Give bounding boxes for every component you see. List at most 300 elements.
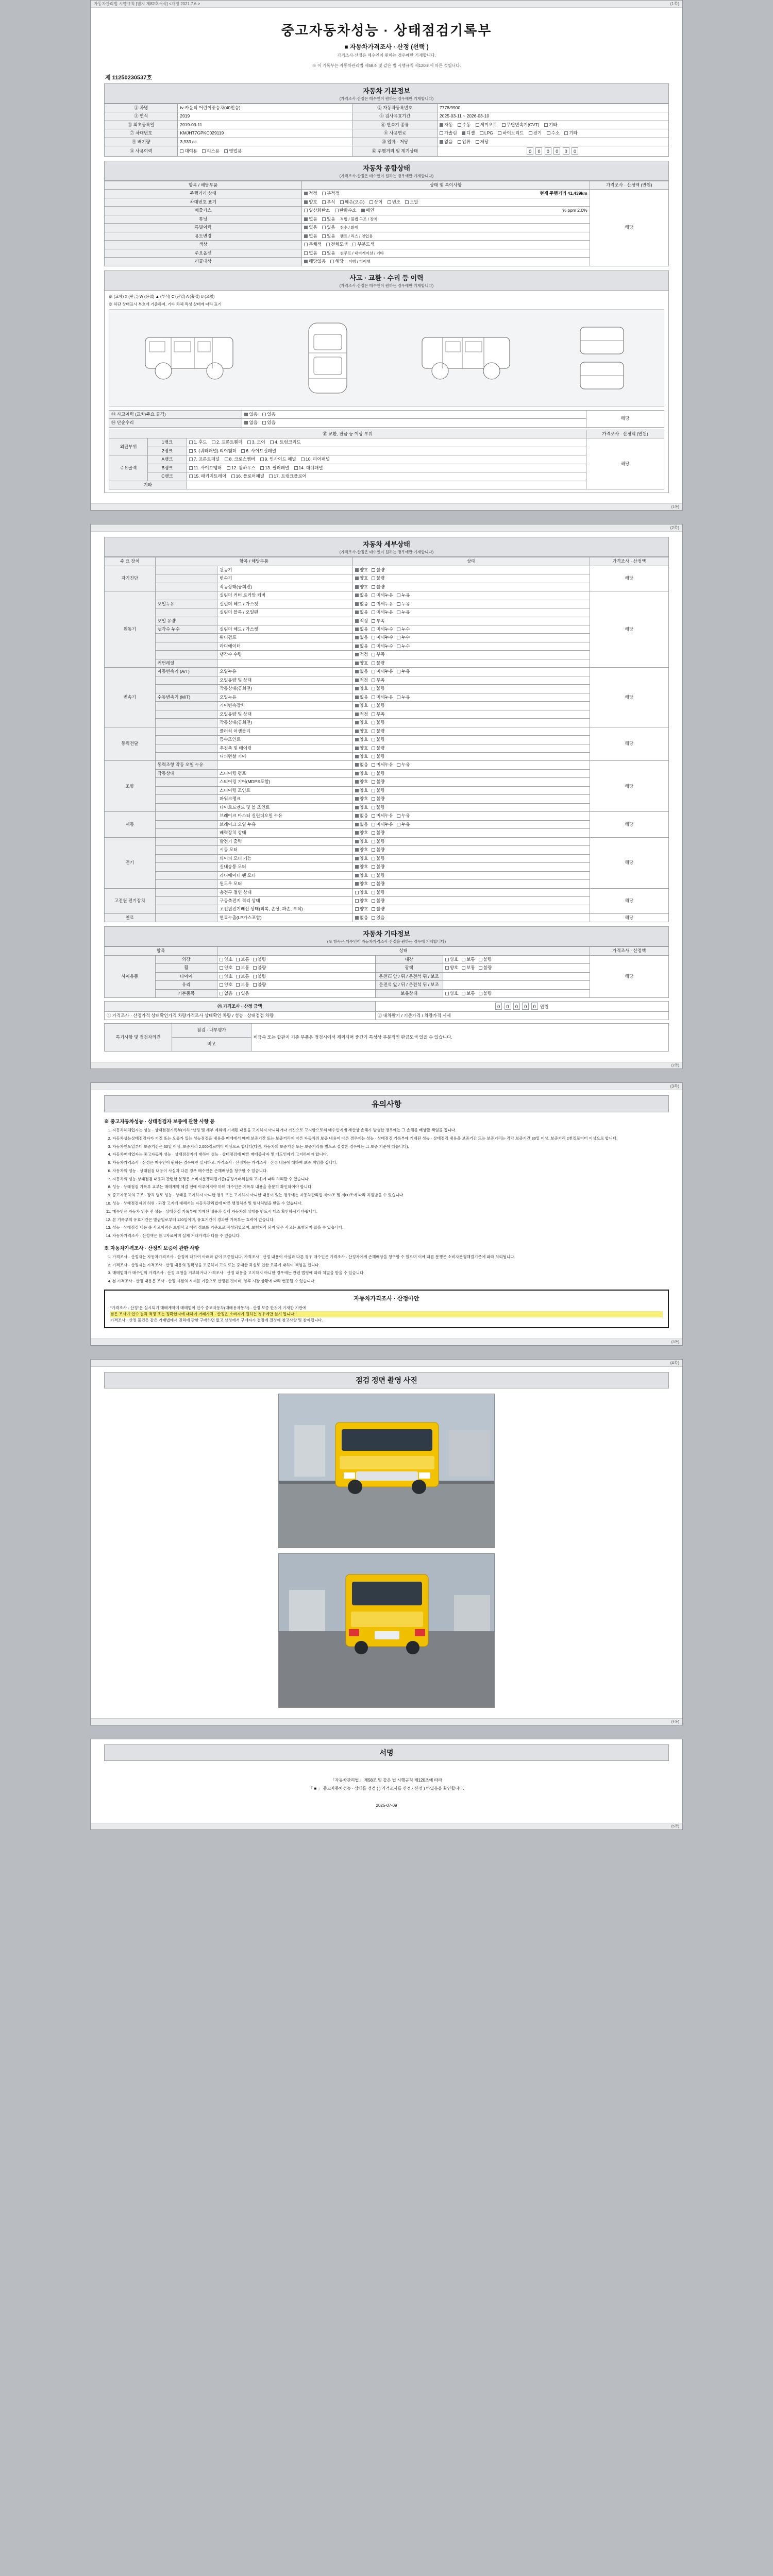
checkbox-icon[interactable] bbox=[355, 679, 359, 682]
checkbox-icon[interactable] bbox=[440, 123, 443, 127]
checkbox-icon[interactable] bbox=[355, 755, 359, 758]
state-option[interactable]: 부족 bbox=[372, 711, 384, 717]
checkbox-icon[interactable] bbox=[220, 975, 223, 978]
state-option[interactable]: 누유 bbox=[397, 762, 410, 768]
state-option[interactable]: 있음 bbox=[322, 225, 335, 230]
fuel-option[interactable]: 전기 bbox=[529, 130, 542, 136]
checkbox-icon[interactable] bbox=[458, 123, 461, 127]
state-option[interactable]: 양호 bbox=[220, 957, 232, 962]
checkbox-icon[interactable] bbox=[262, 413, 266, 416]
state-option[interactable]: 적정 bbox=[355, 711, 368, 717]
state-option[interactable]: 부식 bbox=[322, 199, 335, 205]
state-option[interactable]: 불량 bbox=[372, 754, 384, 759]
checkbox-icon[interactable] bbox=[355, 585, 359, 589]
checkbox-icon[interactable] bbox=[355, 602, 359, 606]
state-option[interactable]: 없음 bbox=[355, 635, 368, 640]
checkbox-icon[interactable] bbox=[462, 958, 465, 961]
state-option[interactable]: 부적정 bbox=[322, 191, 340, 196]
checkbox-icon[interactable] bbox=[372, 755, 375, 758]
state-option[interactable]: 부족 bbox=[372, 677, 384, 683]
checkbox-icon[interactable] bbox=[236, 966, 240, 970]
state-option[interactable]: 불량 bbox=[253, 965, 266, 971]
checkbox-icon[interactable] bbox=[262, 421, 266, 425]
checkbox-icon[interactable] bbox=[397, 670, 400, 673]
checkbox-icon[interactable] bbox=[372, 874, 375, 877]
part-option[interactable]: 5. (쿼터패널) 리어휀더 bbox=[189, 448, 237, 454]
checkbox-icon[interactable] bbox=[189, 457, 193, 461]
seizure-option[interactable]: 압류 bbox=[458, 139, 470, 145]
state-option[interactable]: 없음 bbox=[355, 643, 368, 649]
checkbox-icon[interactable] bbox=[304, 251, 308, 255]
checkbox-icon[interactable] bbox=[445, 958, 449, 961]
checkbox-icon[interactable] bbox=[372, 577, 375, 580]
checkbox-icon[interactable] bbox=[397, 611, 400, 614]
checkbox-icon[interactable] bbox=[231, 474, 235, 478]
checkbox-icon[interactable] bbox=[330, 260, 334, 263]
checkbox-icon[interactable] bbox=[304, 234, 308, 238]
state-option[interactable]: 양호 bbox=[355, 686, 368, 691]
checkbox-icon[interactable] bbox=[335, 209, 339, 212]
checkbox-icon[interactable] bbox=[372, 687, 375, 690]
checkbox-icon[interactable] bbox=[304, 200, 308, 204]
state-option[interactable]: 양호 bbox=[355, 745, 368, 751]
checkbox-icon[interactable] bbox=[355, 848, 359, 852]
checkbox-icon[interactable] bbox=[241, 449, 245, 453]
checkbox-icon[interactable] bbox=[369, 200, 373, 204]
fuel-option[interactable]: 하이브리드 bbox=[498, 130, 524, 136]
state-option[interactable]: 미세누수 bbox=[372, 643, 393, 649]
fuel-option[interactable]: 가솔린 bbox=[440, 130, 457, 136]
state-option[interactable]: 불량 bbox=[372, 796, 384, 802]
checkbox-icon[interactable] bbox=[355, 628, 359, 631]
checkbox-icon[interactable] bbox=[388, 200, 391, 204]
state-option[interactable]: 불량 bbox=[479, 965, 492, 971]
state-option[interactable]: 해당 bbox=[330, 259, 343, 264]
state-option[interactable]: 부족 bbox=[372, 652, 384, 657]
state-option[interactable]: 미세누수 bbox=[372, 635, 393, 640]
state-option[interactable]: 양호 bbox=[355, 771, 368, 776]
state-option[interactable]: 양호 bbox=[355, 754, 368, 759]
checkbox-icon[interactable] bbox=[355, 865, 359, 869]
checkbox-icon[interactable] bbox=[372, 789, 375, 792]
checkbox-icon[interactable] bbox=[202, 149, 206, 153]
photo-rear-view[interactable] bbox=[278, 1553, 495, 1708]
state-option[interactable]: 미세누유 bbox=[372, 669, 393, 674]
checkbox-icon[interactable] bbox=[253, 983, 257, 987]
checkbox-icon[interactable] bbox=[372, 763, 375, 767]
state-option[interactable]: 없음 bbox=[355, 762, 368, 768]
part-option[interactable]: 1. 후드 bbox=[189, 439, 207, 445]
photo-front-view[interactable] bbox=[278, 1394, 495, 1548]
usage-option[interactable]: 대여용 bbox=[180, 148, 197, 154]
checkbox-icon[interactable] bbox=[397, 823, 400, 826]
state-option[interactable]: 누유 bbox=[397, 813, 410, 819]
checkbox-icon[interactable] bbox=[244, 413, 248, 416]
state-option[interactable]: 양호 bbox=[220, 974, 232, 979]
checkbox-icon[interactable] bbox=[220, 983, 223, 987]
part-option[interactable]: 11. 사이드멤버 bbox=[189, 465, 222, 471]
checkbox-icon[interactable] bbox=[372, 806, 375, 809]
state-option[interactable]: 없음 bbox=[304, 216, 317, 222]
checkbox-icon[interactable] bbox=[372, 628, 375, 631]
checkbox-icon[interactable] bbox=[372, 645, 375, 648]
checkbox-icon[interactable] bbox=[372, 636, 375, 639]
state-option[interactable]: 양호 bbox=[355, 881, 368, 887]
checkbox-icon[interactable] bbox=[372, 696, 375, 699]
checkbox-icon[interactable] bbox=[355, 823, 359, 826]
state-option[interactable]: 불량 bbox=[479, 957, 492, 962]
state-option[interactable]: 양호 bbox=[355, 567, 368, 573]
state-option[interactable]: 불량 bbox=[372, 575, 384, 581]
checkbox-icon[interactable] bbox=[220, 992, 223, 995]
part-option[interactable]: 14. 대쉬패널 bbox=[294, 465, 323, 471]
state-option[interactable]: 양호 bbox=[355, 898, 368, 904]
state-option[interactable]: 누수 bbox=[397, 626, 410, 632]
state-option[interactable]: 누수 bbox=[397, 643, 410, 649]
state-option[interactable]: 양호 bbox=[355, 728, 368, 734]
checkbox-icon[interactable] bbox=[253, 975, 257, 978]
part-option[interactable]: 10. 리어패널 bbox=[301, 456, 330, 462]
fuel-option[interactable]: LPG bbox=[480, 130, 493, 136]
state-option[interactable]: 보통 bbox=[462, 957, 475, 962]
usage-option[interactable]: 리스용 bbox=[202, 148, 220, 154]
state-option[interactable]: 양호 bbox=[355, 839, 368, 844]
part-option[interactable]: 6. 사이드실패널 bbox=[241, 448, 276, 454]
checkbox-icon[interactable] bbox=[220, 966, 223, 970]
part-option[interactable]: 7. 프론트패널 bbox=[189, 456, 220, 462]
seizure-option[interactable]: 없음 bbox=[440, 139, 452, 145]
state-option[interactable]: 있음 bbox=[262, 420, 275, 426]
state-option[interactable]: 불량 bbox=[372, 788, 384, 793]
transmission-option[interactable]: 세미오토 bbox=[476, 122, 497, 128]
state-option[interactable]: 불량 bbox=[253, 957, 266, 962]
transmission-option[interactable]: 기타 bbox=[544, 122, 557, 128]
checkbox-icon[interactable] bbox=[372, 602, 375, 606]
checkbox-icon[interactable] bbox=[355, 687, 359, 690]
checkbox-icon[interactable] bbox=[220, 958, 223, 961]
state-option[interactable]: 있음 bbox=[322, 250, 335, 256]
checkbox-icon[interactable] bbox=[372, 907, 375, 911]
state-option[interactable]: 적정 bbox=[304, 191, 317, 196]
state-option[interactable]: 불량 bbox=[253, 974, 266, 979]
checkbox-icon[interactable] bbox=[253, 958, 257, 961]
checkbox-icon[interactable] bbox=[355, 645, 359, 648]
checkbox-icon[interactable] bbox=[372, 882, 375, 886]
checkbox-icon[interactable] bbox=[355, 704, 359, 707]
part-option[interactable]: 3. 도어 bbox=[247, 439, 265, 445]
checkbox-icon[interactable] bbox=[372, 653, 375, 656]
state-option[interactable]: 불량 bbox=[372, 873, 384, 878]
checkbox-icon[interactable] bbox=[440, 131, 443, 135]
state-option[interactable]: 보통 bbox=[462, 965, 475, 971]
fuel-option[interactable]: 디젤 bbox=[462, 130, 475, 136]
state-option[interactable]: 양호 bbox=[355, 864, 368, 870]
checkbox-icon[interactable] bbox=[372, 814, 375, 818]
state-option[interactable]: 양호 bbox=[355, 906, 368, 912]
checkbox-icon[interactable] bbox=[372, 713, 375, 716]
part-option[interactable]: 16. 플로어패널 bbox=[231, 473, 264, 479]
state-option[interactable]: 누유 bbox=[397, 822, 410, 827]
checkbox-icon[interactable] bbox=[304, 209, 308, 212]
checkbox-icon[interactable] bbox=[355, 907, 359, 911]
part-option[interactable]: 13. 필러패널 bbox=[260, 465, 289, 471]
checkbox-icon[interactable] bbox=[180, 149, 183, 153]
checkbox-icon[interactable] bbox=[462, 131, 465, 135]
checkbox-icon[interactable] bbox=[355, 670, 359, 673]
state-option[interactable]: 전체도색 bbox=[326, 242, 348, 247]
state-option[interactable]: 양호 bbox=[355, 575, 368, 581]
state-option[interactable]: 불량 bbox=[372, 847, 384, 853]
checkbox-icon[interactable] bbox=[498, 131, 501, 135]
state-option[interactable]: 불량 bbox=[372, 584, 384, 590]
state-option[interactable]: 변조 bbox=[388, 199, 400, 205]
checkbox-icon[interactable] bbox=[479, 992, 482, 995]
checkbox-icon[interactable] bbox=[322, 226, 326, 229]
state-option[interactable]: 탄화수소 bbox=[335, 208, 357, 213]
checkbox-icon[interactable] bbox=[269, 474, 273, 478]
checkbox-icon[interactable] bbox=[372, 611, 375, 614]
checkbox-icon[interactable] bbox=[355, 814, 359, 818]
state-option[interactable]: 불량 bbox=[253, 982, 266, 988]
state-option[interactable]: 적정 bbox=[355, 652, 368, 657]
checkbox-icon[interactable] bbox=[462, 966, 465, 970]
checkbox-icon[interactable] bbox=[462, 992, 465, 995]
transmission-option[interactable]: 수동 bbox=[458, 122, 470, 128]
checkbox-icon[interactable] bbox=[372, 730, 375, 733]
seizure-option[interactable]: 저당 bbox=[476, 139, 489, 145]
checkbox-icon[interactable] bbox=[189, 440, 193, 444]
state-option[interactable]: 없음 bbox=[355, 694, 368, 700]
checkbox-icon[interactable] bbox=[355, 636, 359, 639]
state-option[interactable]: 무채색 bbox=[304, 242, 322, 247]
checkbox-icon[interactable] bbox=[397, 696, 400, 699]
checkbox-icon[interactable] bbox=[294, 466, 298, 470]
state-option[interactable]: 없음 bbox=[355, 626, 368, 632]
checkbox-icon[interactable] bbox=[372, 865, 375, 869]
fuel-option[interactable]: 수소 bbox=[547, 130, 560, 136]
checkbox-icon[interactable] bbox=[355, 891, 359, 894]
checkbox-icon[interactable] bbox=[304, 192, 308, 195]
fuel-option[interactable]: 기타 bbox=[564, 130, 577, 136]
state-option[interactable]: 양호 bbox=[355, 660, 368, 666]
state-option[interactable]: 불량 bbox=[372, 779, 384, 785]
state-option[interactable]: 없음 bbox=[244, 412, 257, 417]
state-option[interactable]: 미세누유 bbox=[372, 762, 393, 768]
checkbox-icon[interactable] bbox=[355, 611, 359, 614]
checkbox-icon[interactable] bbox=[355, 594, 359, 597]
state-option[interactable]: 매연 bbox=[361, 208, 374, 213]
checkbox-icon[interactable] bbox=[301, 457, 305, 461]
checkbox-icon[interactable] bbox=[372, 772, 375, 775]
checkbox-icon[interactable] bbox=[372, 721, 375, 724]
checkbox-icon[interactable] bbox=[544, 123, 548, 127]
state-option[interactable]: 없음 bbox=[355, 915, 368, 921]
state-option[interactable]: 양호 bbox=[355, 779, 368, 785]
checkbox-icon[interactable] bbox=[397, 763, 400, 767]
checkbox-icon[interactable] bbox=[372, 679, 375, 682]
state-option[interactable]: 불량 bbox=[372, 567, 384, 573]
state-option[interactable]: 있음 bbox=[322, 233, 335, 239]
checkbox-icon[interactable] bbox=[372, 831, 375, 835]
checkbox-icon[interactable] bbox=[236, 992, 240, 995]
state-option[interactable]: 불량 bbox=[372, 728, 384, 734]
state-option[interactable]: 없음 bbox=[244, 420, 257, 426]
checkbox-icon[interactable] bbox=[355, 730, 359, 733]
checkbox-icon[interactable] bbox=[270, 440, 274, 444]
checkbox-icon[interactable] bbox=[372, 899, 375, 903]
state-option[interactable]: 양호 bbox=[355, 856, 368, 861]
checkbox-icon[interactable] bbox=[405, 200, 409, 204]
state-option[interactable]: 없음 bbox=[355, 813, 368, 819]
checkbox-icon[interactable] bbox=[355, 772, 359, 775]
state-option[interactable]: 해당없음 bbox=[304, 259, 326, 264]
state-option[interactable]: 미세누유 bbox=[372, 822, 393, 827]
state-option[interactable]: 양호 bbox=[355, 873, 368, 878]
state-option[interactable]: 불량 bbox=[372, 856, 384, 861]
state-option[interactable]: 있음 bbox=[322, 216, 335, 222]
state-option[interactable]: 누유 bbox=[397, 592, 410, 598]
state-option[interactable]: 불량 bbox=[372, 720, 384, 725]
state-option[interactable]: 없음 bbox=[304, 233, 317, 239]
checkbox-icon[interactable] bbox=[397, 636, 400, 639]
state-option[interactable]: 없음 bbox=[355, 822, 368, 827]
checkbox-icon[interactable] bbox=[244, 421, 248, 425]
state-option[interactable]: 도말 bbox=[405, 199, 418, 205]
checkbox-icon[interactable] bbox=[479, 966, 482, 970]
checkbox-icon[interactable] bbox=[397, 628, 400, 631]
checkbox-icon[interactable] bbox=[322, 200, 326, 204]
checkbox-icon[interactable] bbox=[355, 721, 359, 724]
checkbox-icon[interactable] bbox=[355, 857, 359, 860]
state-option[interactable]: 적정 bbox=[355, 618, 368, 624]
checkbox-icon[interactable] bbox=[355, 831, 359, 835]
checkbox-icon[interactable] bbox=[529, 131, 532, 135]
checkbox-icon[interactable] bbox=[502, 123, 506, 127]
state-option[interactable]: 없음 bbox=[355, 669, 368, 674]
checkbox-icon[interactable] bbox=[361, 209, 365, 212]
checkbox-icon[interactable] bbox=[372, 848, 375, 852]
state-option[interactable]: 미세누유 bbox=[372, 609, 393, 615]
part-option[interactable]: 17. 트렁크플로어 bbox=[269, 473, 306, 479]
checkbox-icon[interactable] bbox=[397, 814, 400, 818]
checkbox-icon[interactable] bbox=[225, 457, 228, 461]
checkbox-icon[interactable] bbox=[326, 243, 330, 246]
state-option[interactable]: 미세누유 bbox=[372, 694, 393, 700]
state-option[interactable]: 양호 bbox=[355, 830, 368, 836]
state-option[interactable]: 미세누수 bbox=[372, 626, 393, 632]
state-option[interactable]: 양호 bbox=[355, 584, 368, 590]
checkbox-icon[interactable] bbox=[372, 916, 375, 920]
checkbox-icon[interactable] bbox=[355, 874, 359, 877]
checkbox-icon[interactable] bbox=[355, 882, 359, 886]
state-option[interactable]: 양호 bbox=[445, 957, 458, 962]
state-option[interactable]: 양호 bbox=[355, 703, 368, 708]
checkbox-icon[interactable] bbox=[372, 670, 375, 673]
checkbox-icon[interactable] bbox=[189, 474, 193, 478]
state-option[interactable]: 보통 bbox=[236, 957, 249, 962]
checkbox-icon[interactable] bbox=[397, 594, 400, 597]
checkbox-icon[interactable] bbox=[247, 440, 251, 444]
checkbox-icon[interactable] bbox=[355, 747, 359, 750]
checkbox-icon[interactable] bbox=[340, 200, 344, 204]
checkbox-icon[interactable] bbox=[372, 594, 375, 597]
checkbox-icon[interactable] bbox=[355, 568, 359, 572]
checkbox-icon[interactable] bbox=[355, 780, 359, 784]
state-option[interactable]: 누유 bbox=[397, 694, 410, 700]
state-option[interactable]: 일산화탄소 bbox=[304, 208, 330, 213]
checkbox-icon[interactable] bbox=[372, 662, 375, 665]
checkbox-icon[interactable] bbox=[227, 466, 230, 470]
checkbox-icon[interactable] bbox=[260, 466, 264, 470]
checkbox-icon[interactable] bbox=[479, 958, 482, 961]
usage-option[interactable]: 영업용 bbox=[224, 148, 242, 154]
checkbox-icon[interactable] bbox=[322, 251, 326, 255]
state-option[interactable]: 양호 bbox=[445, 991, 458, 996]
checkbox-icon[interactable] bbox=[322, 192, 326, 195]
state-option[interactable]: 적정 bbox=[355, 677, 368, 683]
checkbox-icon[interactable] bbox=[476, 140, 479, 144]
part-option[interactable]: 2. 프론트휀더 bbox=[212, 439, 243, 445]
state-option[interactable]: 미세누유 bbox=[372, 813, 393, 819]
checkbox-icon[interactable] bbox=[236, 983, 240, 987]
state-option[interactable]: 불량 bbox=[372, 830, 384, 836]
checkbox-icon[interactable] bbox=[253, 966, 257, 970]
state-option[interactable]: 불량 bbox=[372, 745, 384, 751]
state-option[interactable]: 양호 bbox=[220, 982, 232, 988]
state-option[interactable]: 누유 bbox=[397, 669, 410, 674]
state-option[interactable]: 불량 bbox=[372, 898, 384, 904]
checkbox-icon[interactable] bbox=[372, 780, 375, 784]
state-option[interactable]: 미세누유 bbox=[372, 601, 393, 607]
state-option[interactable]: 있음 bbox=[262, 412, 275, 417]
checkbox-icon[interactable] bbox=[355, 797, 359, 801]
part-option[interactable]: 8. 크로스멤버 bbox=[225, 456, 256, 462]
checkbox-icon[interactable] bbox=[355, 899, 359, 903]
checkbox-icon[interactable] bbox=[260, 457, 264, 461]
checkbox-icon[interactable] bbox=[372, 568, 375, 572]
state-option[interactable]: 누유 bbox=[397, 601, 410, 607]
checkbox-icon[interactable] bbox=[352, 243, 356, 246]
state-option[interactable]: 부분도색 bbox=[352, 242, 374, 247]
checkbox-icon[interactable] bbox=[372, 747, 375, 750]
checkbox-icon[interactable] bbox=[304, 243, 308, 246]
state-option[interactable]: 양호 bbox=[355, 788, 368, 793]
state-option[interactable]: 불량 bbox=[372, 881, 384, 887]
state-option[interactable]: 양호 bbox=[355, 737, 368, 742]
checkbox-icon[interactable] bbox=[372, 797, 375, 801]
checkbox-icon[interactable] bbox=[355, 713, 359, 716]
checkbox-icon[interactable] bbox=[189, 466, 193, 470]
part-option[interactable]: 12. 휠하우스 bbox=[227, 465, 256, 471]
checkbox-icon[interactable] bbox=[355, 738, 359, 741]
state-option[interactable]: 양호 bbox=[445, 965, 458, 971]
checkbox-icon[interactable] bbox=[476, 123, 479, 127]
part-option[interactable]: 15. 패키지트레이 bbox=[189, 473, 226, 479]
state-option[interactable]: 없음 bbox=[355, 592, 368, 598]
state-option[interactable]: 불량 bbox=[372, 737, 384, 742]
state-option[interactable]: 훼손(오손) bbox=[340, 199, 365, 205]
state-option[interactable]: 양호 bbox=[220, 965, 232, 971]
checkbox-icon[interactable] bbox=[322, 217, 326, 221]
checkbox-icon[interactable] bbox=[445, 992, 449, 995]
state-option[interactable]: 있음 bbox=[372, 915, 384, 921]
state-option[interactable]: 불량 bbox=[479, 991, 492, 996]
checkbox-icon[interactable] bbox=[458, 140, 461, 144]
checkbox-icon[interactable] bbox=[189, 449, 193, 453]
checkbox-icon[interactable] bbox=[355, 763, 359, 767]
state-option[interactable]: 상이 bbox=[369, 199, 382, 205]
checkbox-icon[interactable] bbox=[236, 975, 240, 978]
